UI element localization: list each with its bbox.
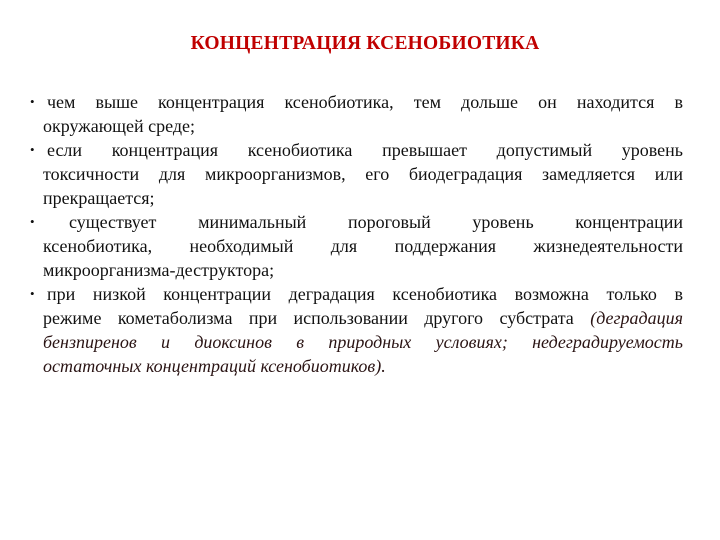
bullet-line: токсичности для микроорганизмов, его биодеградация замедляется или	[43, 164, 683, 184]
bullet-item	[30, 210, 683, 282]
italic-note-line: бензпиренов и диоксинов в природных условиях; недеградируемость	[43, 332, 683, 352]
italic-note: (деградация	[590, 308, 684, 328]
bullet-item	[30, 90, 683, 138]
italic-note-line: остаточных концентраций ксенобиотиков).	[43, 356, 386, 376]
slide-title: КОНЦЕНТРАЦИЯ КСЕНОБИОТИКА	[190, 33, 540, 54]
bullet-line: окружающей среде;	[43, 116, 196, 136]
bullet-icon: •	[30, 142, 35, 157]
bullet-line: ксенобиотика, необходимый для поддержания жизнедеятельности	[43, 236, 683, 256]
bullet-line: чем выше концентрация ксенобиотика, тем дольше он находится в	[47, 92, 683, 112]
bullet-line: при низкой концентрации деградация ксенобиотика возможна только в	[47, 284, 683, 304]
bullet-item	[30, 138, 683, 210]
bullet-icon: •	[30, 94, 35, 109]
bullet-line: микроорганизма-деструктора;	[43, 260, 275, 280]
bullet-item	[30, 282, 684, 378]
bullet-list	[30, 90, 684, 378]
bullet-line: прекращается;	[43, 188, 155, 208]
bullet-line	[43, 306, 683, 330]
bullet-text: режиме кометаболизма при использовании другого субстрата	[43, 308, 574, 328]
bullet-line: существует минимальный пороговый уровень концентрации	[69, 212, 683, 232]
bullet-icon: •	[30, 286, 35, 301]
bullet-line: если концентрация ксенобиотика превышает допустимый уровень	[47, 140, 683, 160]
bullet-icon: •	[30, 214, 35, 229]
